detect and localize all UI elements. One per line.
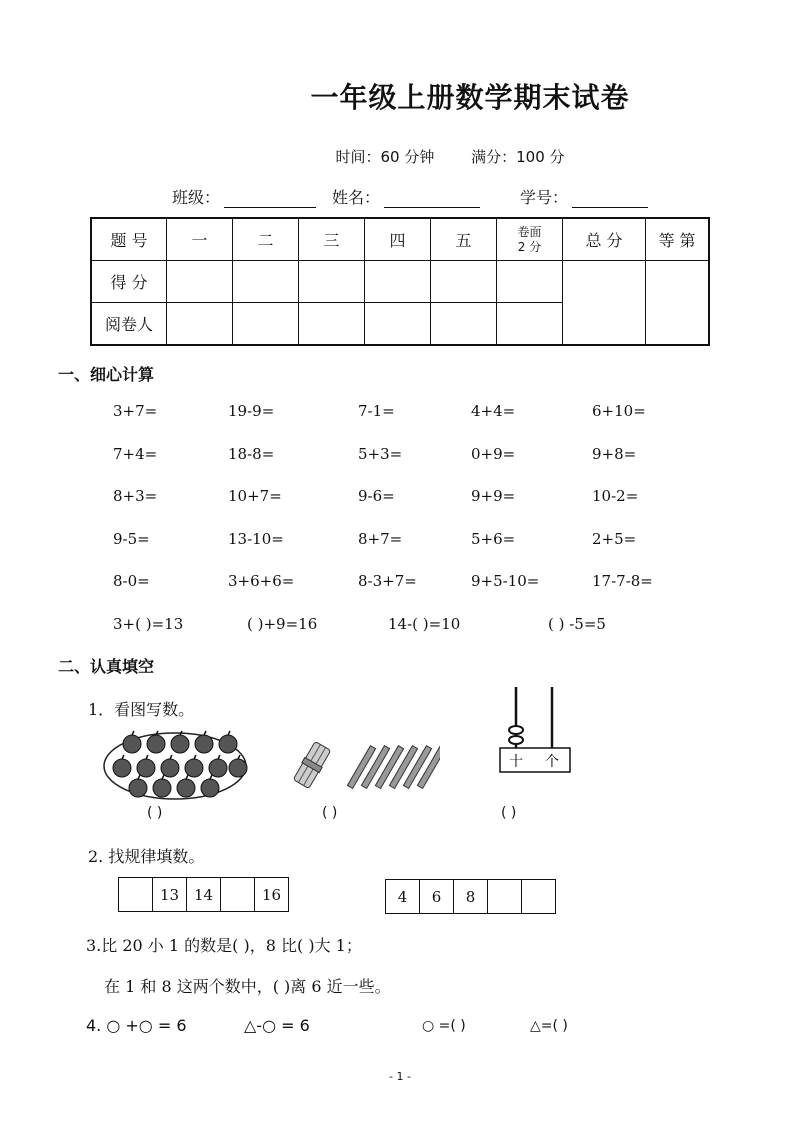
table-header-cell (497, 218, 563, 261)
calc-item: 8+7= (358, 529, 403, 548)
calc-item: 14-( )=10 (388, 614, 461, 633)
name-field[interactable] (332, 185, 480, 208)
question-4-equation-1: 4. ○ +○ = 6 (86, 1016, 187, 1035)
class-field[interactable] (172, 185, 316, 208)
sequence-cell[interactable] (119, 878, 153, 911)
class-label: 班级： (172, 188, 221, 207)
question-3-line-2: 在 1 和 8 这两个数中，( )离 6 近一些。 (104, 977, 391, 996)
calc-item: 8-3+7= (358, 572, 417, 590)
grader-cell[interactable] (167, 303, 233, 346)
page-number: - 1 - (389, 1070, 411, 1083)
sequence-cell: 6 (420, 880, 454, 913)
calc-item: 3+7= (113, 402, 158, 420)
calc-item: 3+6+6= (228, 572, 295, 590)
calc-item: 17-7-8= (592, 572, 653, 590)
sticks-picture (290, 735, 440, 795)
row-label: 得 分 (91, 261, 167, 303)
score-cell[interactable] (299, 261, 365, 303)
table-header-cell: 总 分 (563, 218, 646, 261)
sequence-cell: 13 (153, 878, 187, 911)
single-sticks (347, 746, 440, 789)
calc-item: 8+3= (113, 487, 158, 505)
calc-item: 10+7= (228, 487, 282, 505)
question-3-line-1: 3.比 20 小 1 的数是( )，8 比( )大 1； (86, 936, 362, 955)
sequence-cell: 14 (187, 878, 221, 911)
number-label: 学号： (520, 188, 569, 207)
stick-icon (389, 746, 417, 789)
sequence-2 (385, 879, 556, 914)
score-cell[interactable] (431, 261, 497, 303)
calc-item: 9+8= (592, 444, 637, 463)
calc-item: 13-10= (228, 529, 284, 548)
calc-item: 5+6= (471, 529, 516, 548)
calc-item: 7-1= (358, 402, 395, 420)
answer-abacus[interactable]: ( ) (501, 805, 517, 821)
time-info (0, 146, 800, 167)
triangle-answer[interactable]: △=( ) (530, 1018, 568, 1034)
table-header-cell: 五 (431, 218, 497, 261)
stick-icon (361, 746, 389, 789)
sequence-1 (118, 877, 289, 912)
table-header-cell: 三 (299, 218, 365, 261)
number-blank[interactable] (572, 193, 648, 208)
table-header-cell: 一 (167, 218, 233, 261)
calc-item: 9-5= (113, 529, 150, 548)
full-score: 满分：100 分 (471, 148, 565, 166)
apples-picture (100, 730, 250, 802)
apple-icon (219, 731, 237, 753)
question-4-equation-2: △-○ = 6 (244, 1016, 310, 1035)
circle-answer[interactable]: ○ =( ) (422, 1018, 466, 1034)
score-cell[interactable] (365, 261, 431, 303)
score-cell[interactable] (497, 261, 563, 303)
score-cell[interactable] (167, 261, 233, 303)
row-label: 阅卷人 (91, 303, 167, 346)
calc-item: 9+5-10= (471, 572, 540, 590)
stick-icon (347, 746, 375, 789)
grader-cell[interactable] (299, 303, 365, 346)
calc-item: 19-9= (228, 402, 275, 420)
calc-item: 8-0= (113, 572, 150, 590)
stick-bundle-icon (292, 741, 331, 789)
grader-cell[interactable] (431, 303, 497, 346)
table-header-cell: 题 号 (91, 218, 167, 261)
calc-item: 9+9= (471, 487, 516, 505)
page-title: 一年级上册数学期末试卷 (310, 81, 630, 114)
bead-icon (509, 736, 523, 744)
calc-item: 9-6= (358, 487, 395, 505)
class-blank[interactable] (224, 193, 316, 208)
apple-icon (161, 755, 179, 777)
grader-cell[interactable] (365, 303, 431, 346)
abacus-picture (498, 684, 574, 776)
sequence-cell: 8 (454, 880, 488, 913)
number-field[interactable] (520, 185, 648, 208)
tens-label: 十 (509, 754, 523, 770)
grade-cell[interactable] (646, 261, 710, 346)
calc-item: 10-2= (592, 487, 639, 505)
apple-icon (129, 775, 147, 797)
sequence-cell[interactable] (488, 880, 522, 913)
calc-item: 2+5= (592, 529, 637, 548)
calc-item: 3+( )=13 (113, 614, 184, 633)
calc-item: 0+9= (471, 444, 516, 463)
stick-icon (403, 746, 431, 789)
calc-item: 5+3= (358, 444, 403, 463)
name-blank[interactable] (384, 193, 480, 208)
question-2-label: 2. 找规律填数。 (88, 847, 205, 866)
grader-cell[interactable] (497, 303, 563, 346)
calc-item: 7+4= (113, 444, 158, 463)
apple-icon (123, 731, 141, 753)
total-cell[interactable] (563, 261, 646, 346)
answer-apples[interactable]: ( ) (147, 805, 163, 821)
question-1-label: 1．看图写数。 (88, 700, 195, 719)
apple-icon (177, 775, 195, 797)
apple-icon (153, 775, 171, 797)
sequence-cell[interactable] (522, 880, 555, 913)
apple-icon (171, 731, 189, 753)
time-limit: 时间：60 分钟 (335, 148, 435, 166)
sequence-cell: 16 (261, 885, 282, 904)
score-cell[interactable] (233, 261, 299, 303)
stick-icon (375, 746, 403, 789)
calc-item: 18-8= (228, 444, 275, 463)
calc-item: ( )+9=16 (247, 614, 318, 633)
apple-icon (113, 755, 131, 777)
apple-icon (137, 755, 155, 777)
apple-icons (113, 731, 247, 797)
ones-label: 个 (545, 754, 559, 770)
cell-line: 2 分 (517, 239, 542, 254)
grader-cell[interactable] (233, 303, 299, 346)
table-header-cell: 四 (365, 218, 431, 261)
sequence-cell: 4 (386, 880, 420, 913)
apple-icon (185, 755, 203, 777)
table-header-cell: 等 第 (646, 218, 710, 261)
calc-item: ( ) -5=5 (548, 614, 606, 633)
bead-icon (509, 726, 523, 734)
section-2-title: 二、认真填空 (58, 657, 155, 676)
score-table (90, 217, 710, 346)
cell-line: 卷面 (517, 224, 542, 239)
name-label: 姓名： (332, 188, 381, 207)
table-header-cell: 二 (233, 218, 299, 261)
apple-icon (201, 775, 219, 797)
apple-icon (209, 755, 227, 777)
sequence-cell[interactable] (221, 878, 255, 911)
section-1-title: 一、细心计算 (58, 365, 155, 384)
answer-sticks[interactable]: ( ) (322, 805, 338, 821)
calc-item: 4+4= (471, 402, 516, 420)
calc-item: 6+10= (592, 402, 646, 420)
